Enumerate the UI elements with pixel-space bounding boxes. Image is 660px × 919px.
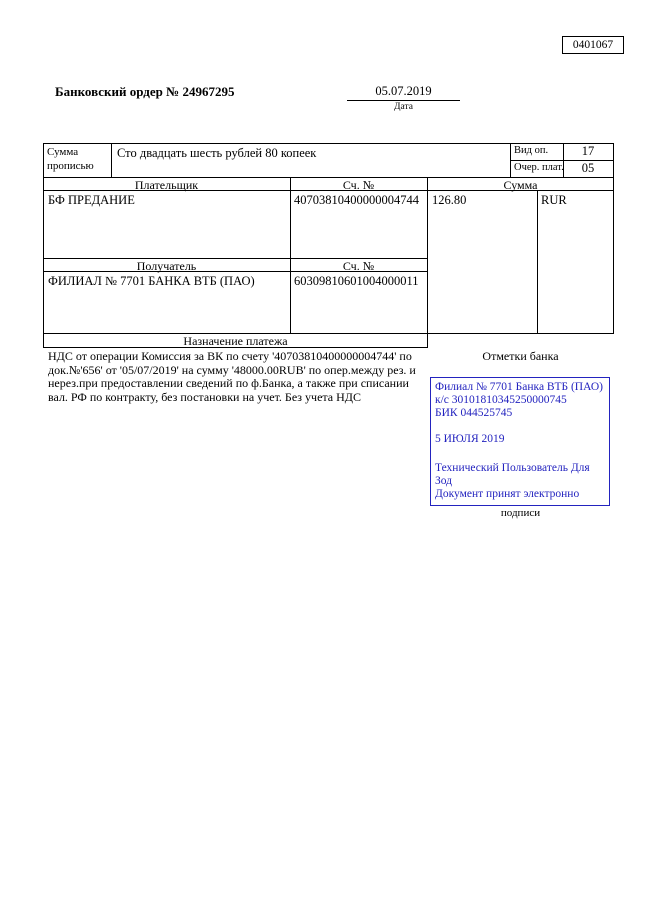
recipient-account-header: Сч. №: [342, 259, 375, 273]
form-code: 0401067: [572, 39, 614, 51]
document-title: Банковский ордер № 24967295: [55, 84, 235, 99]
date-label: Дата: [394, 102, 413, 112]
table-border: [537, 190, 538, 333]
amount-in-words-label: Сумма прописью: [47, 146, 94, 172]
stamp-bank-name: Филиал № 7701 Банка ВТБ (ПАО): [435, 381, 603, 393]
date-underline: [347, 100, 460, 101]
table-border: [613, 143, 614, 333]
amount-column-header: Сумма: [503, 178, 538, 192]
amount-currency: RUR: [541, 193, 567, 207]
stamp-bik: БИК 044525745: [435, 407, 513, 419]
amount-value: 126.80: [432, 193, 467, 207]
stamp-corr-account: к/с 30101810345250000745: [435, 394, 567, 406]
table-border: [43, 143, 44, 347]
table-border: [111, 143, 112, 177]
recipient-section-header: Получатель: [136, 259, 197, 273]
purpose-section-header: Назначение платежа: [183, 334, 288, 348]
operation-type-label: Вид оп.: [514, 145, 549, 156]
stamp-date: 5 ИЮЛЯ 2019: [435, 433, 505, 445]
payer-section-header: Плательщик: [134, 178, 199, 192]
table-border: [43, 143, 614, 144]
table-border: [427, 177, 428, 347]
payer-account-header: Сч. №: [342, 178, 375, 192]
date-value: 05.07.2019: [375, 84, 432, 98]
stamp-operator: Технический Пользователь Для Зод: [435, 462, 590, 487]
payment-priority-value: 05: [581, 161, 595, 175]
payment-priority-label: Очер. плат.: [514, 162, 564, 173]
table-border: [510, 143, 511, 177]
bank-marks-header: Отметки банка: [482, 349, 559, 363]
operation-type-value: 17: [581, 144, 595, 158]
recipient-account-number: 60309810601004000011: [294, 274, 419, 288]
table-border: [290, 177, 291, 333]
signatures-label: подписи: [500, 507, 541, 519]
bank-stamp: [430, 377, 610, 506]
order-table: [43, 143, 614, 523]
stamp-accepted-note: Документ принят электронно: [435, 488, 580, 500]
payer-name: БФ ПРЕДАНИЕ: [48, 193, 135, 207]
purpose-text: НДС от операции Комиссия за ВК по счету '40703810400000004744' по док.№'656' от '05/07/2019' на сумму '48000.00RUB' по опер.между рез. и нерез.при предоставлении сведений по ф.Банка, а также при списании вал. РФ по контракту, без постановки на учет. Без учета НДС: [48, 349, 416, 404]
payer-account-number: 40703810400000004744: [294, 193, 419, 207]
amount-in-words-value: Сто двадцать шесть рублей 80 копеек: [117, 146, 317, 160]
recipient-name: ФИЛИАЛ № 7701 БАНКА ВТБ (ПАО): [48, 274, 255, 288]
form-code-box: [562, 36, 624, 54]
